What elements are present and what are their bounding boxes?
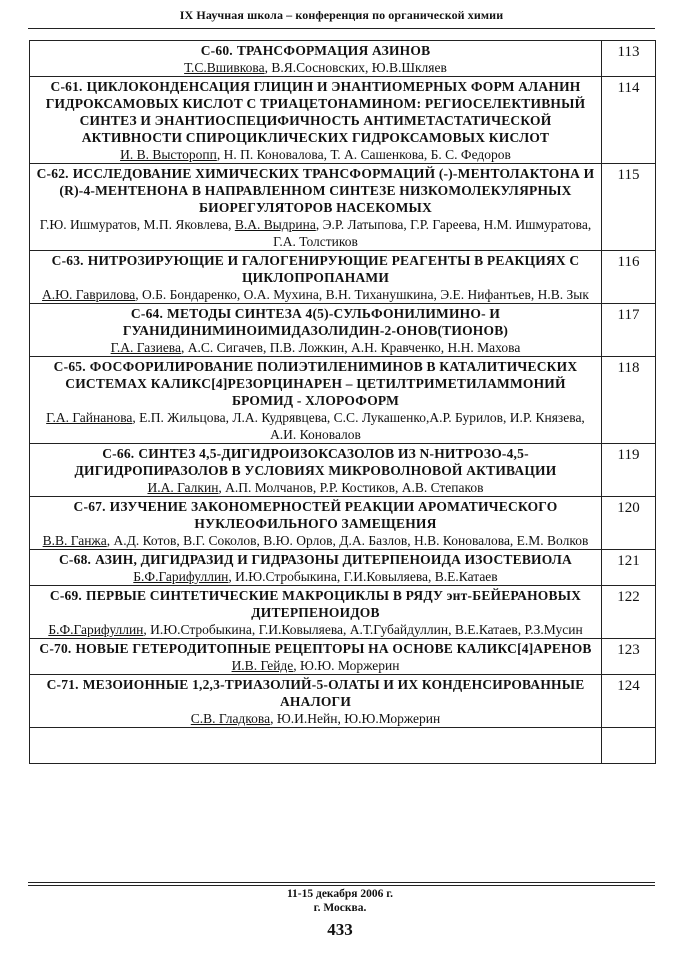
entry-title: МЕЗОИОННЫЕ 1,2,3-ТРИАЗОЛИЙ-5-ОЛАТЫ И ИХ КОНДЕНСИРОВАННЫЕ АНАЛОГИ xyxy=(82,677,585,709)
empty-row xyxy=(30,728,656,764)
entry-authors xyxy=(33,59,598,76)
entry-code: С-71. xyxy=(46,677,79,692)
header-rule xyxy=(28,28,655,29)
presenting-author: И.В. Гейде xyxy=(231,658,294,673)
entry-authors xyxy=(33,621,598,638)
entry-cell xyxy=(30,444,602,497)
entry-title-line xyxy=(33,676,598,710)
coauthors: , О.Б. Бондаренко, О.А. Мухина, В.Н. Тиханушкина, Э.Е. Нифантьев, Н.В. Зык xyxy=(135,287,589,302)
presenting-author: Б.Ф.Гарифуллин xyxy=(48,622,144,637)
coauthors: , А.Д. Котов, В.Г. Соколов, В.Ю. Орлов, Д.А. Базлов, Н.В. Коновалова, Е.М. Волков xyxy=(106,533,589,548)
entry-code: С-65. xyxy=(53,359,86,374)
entry-code: С-62. xyxy=(36,166,69,181)
entry-cell xyxy=(30,675,602,728)
entry-page-number: 118 xyxy=(602,357,656,444)
entry-page-number: 115 xyxy=(602,164,656,251)
footer-rule xyxy=(28,882,655,883)
entry-code: С-60. xyxy=(200,43,233,58)
empty-entry-cell xyxy=(30,728,602,764)
entry-page-number: 114 xyxy=(602,77,656,164)
entry-page-number: 113 xyxy=(602,41,656,77)
entry-cell xyxy=(30,164,602,251)
presenting-author: В.А. Выдрина xyxy=(234,217,316,232)
contents-row xyxy=(30,41,656,77)
entry-authors xyxy=(33,532,598,549)
contents-row xyxy=(30,550,656,586)
contents-row xyxy=(30,251,656,304)
contents-row xyxy=(30,77,656,164)
contents-row xyxy=(30,304,656,357)
entry-title-line xyxy=(33,551,598,568)
entry-title-line xyxy=(33,445,598,479)
entry-authors xyxy=(33,339,598,356)
entry-cell xyxy=(30,251,602,304)
contents-table xyxy=(29,40,656,764)
entry-cell xyxy=(30,586,602,639)
contents-row xyxy=(30,675,656,728)
entry-page-number: 119 xyxy=(602,444,656,497)
coauthors: , Э.Р. Латыпова, Г.Р. Гареева, Н.М. Ишмуратова, Г.А. Толстиков xyxy=(273,217,592,249)
entry-authors xyxy=(33,286,598,303)
contents-row xyxy=(30,357,656,444)
entry-code: С-64. xyxy=(130,306,164,321)
entry-page-number: 124 xyxy=(602,675,656,728)
coauthors: , Ю.И.Нейн, Ю.Ю.Моржерин xyxy=(270,711,441,726)
presenting-author: Г.А. Газиева xyxy=(110,340,181,355)
entry-page-number: 122 xyxy=(602,586,656,639)
entry-title-line xyxy=(33,358,598,409)
coauthors-before: Г.Ю. Ишмуратов, М.П. Яковлева, xyxy=(39,217,235,232)
coauthors: , А.С. Сигачев, П.В. Ложкин, А.Н. Кравченко, Н.Н. Махова xyxy=(181,340,521,355)
entry-cell xyxy=(30,77,602,164)
entry-title-line xyxy=(33,305,598,339)
entry-code: С-63. xyxy=(51,253,84,268)
presenting-author: И. В. Высторопп xyxy=(120,147,217,162)
entry-title: НОВЫЕ ГЕТЕРОДИТОПНЫЕ РЕЦЕПТОРЫ НА ОСНОВЕ КАЛИКС[4]АРЕНОВ xyxy=(75,641,592,656)
entry-code: С-66. xyxy=(102,446,135,461)
entry-title: СИНТЕЗ 4,5-ДИГИДРОИЗОКСАЗОЛОВ ИЗ N-НИТРОЗО-4,5-ДИГИДРОПИРАЗОЛОВ В УСЛОВИЯХ МИКРОВОЛНОВОЙ АКТИВАЦИИ xyxy=(74,446,557,478)
entry-page-number: 117 xyxy=(602,304,656,357)
coauthors: , И.Ю.Стробыкина, Г.И.Ковыляева, В.Е.Катаев xyxy=(228,569,498,584)
entry-page-number: 123 xyxy=(602,639,656,675)
conference-dates: 11-15 декабря 2006 г. xyxy=(286,888,394,900)
contents-row xyxy=(30,639,656,675)
page-number: 433 xyxy=(327,920,353,939)
entry-title: ИССЛЕДОВАНИЕ ХИМИЧЕСКИХ ТРАНСФОРМАЦИЙ (-)-МЕНТОЛАКТОНА И (R)-4-МЕНТЕНОНА В НАПРАВЛЕННОМ СИНТЕЗЕ НИЗКОМОЛЕКУЛЯРНЫХ БИОРЕГУЛЯТОРОВ НАСЕКОМЫХ xyxy=(59,166,595,215)
coauthors: , Е.П. Жильцова, Л.А. Кудрявцева, С.С. Лукашенко,А.Р. Бурилов, И.Р. Князева, А.И. Коновалов xyxy=(132,410,585,442)
entry-title-line xyxy=(33,252,598,286)
presenting-author: С.В. Гладкова xyxy=(190,711,271,726)
entry-authors xyxy=(33,710,598,727)
entry-page-number: 121 xyxy=(602,550,656,586)
presenting-author: В.В. Ганжа xyxy=(42,533,107,548)
entry-cell xyxy=(30,41,602,77)
entry-cell xyxy=(30,304,602,357)
entry-title: НИТРОЗИРУЮЩИЕ И ГАЛОГЕНИРУЮЩИЕ РЕАГЕНТЫ В РЕАКЦИЯХ С ЦИКЛОПРОПАНАМИ xyxy=(87,253,580,285)
running-header: IX Научная школа – конференция по органической химии xyxy=(179,8,504,22)
entry-cell xyxy=(30,639,602,675)
presenting-author: Г.А. Гайнанова xyxy=(46,410,133,425)
entry-title: ИЗУЧЕНИЕ ЗАКОНОМЕРНОСТЕЙ РЕАКЦИИ АРОМАТИЧЕСКОГО НУКЛЕОФИЛЬНОГО ЗАМЕЩЕНИЯ xyxy=(109,499,558,531)
presenting-author: Б.Ф.Гарифуллин xyxy=(133,569,229,584)
coauthors: , В.Я.Сосновских, Ю.В.Шкляев xyxy=(264,60,447,75)
coauthors: , Н. П. Коновалова, Т. А. Сашенкова, Б. С. Федоров xyxy=(216,147,511,162)
entry-authors xyxy=(33,216,598,250)
empty-page-cell xyxy=(602,728,656,764)
entry-title: АЗИН, ДИГИДРАЗИД И ГИДРАЗОНЫ ДИТЕРПЕНОИДА ИЗОСТЕВИОЛА xyxy=(95,552,572,567)
entry-title-line xyxy=(33,640,598,657)
contents-row xyxy=(30,164,656,251)
entry-cell xyxy=(30,357,602,444)
entry-title: ФОСФОРИЛИРОВАНИЕ ПОЛИЭТИЛЕНИМИНОВ В КАТАЛИТИЧЕСКИХ СИСТЕМАХ КАЛИКС[4]РЕЗОРЦИНАРЕН – ЦЕТИЛТРИМЕТИЛАММОНИЙ БРОМИД - ХЛОРОФОРМ xyxy=(65,359,578,408)
entry-title-line xyxy=(33,498,598,532)
entry-authors xyxy=(33,409,598,443)
contents-row xyxy=(30,586,656,639)
contents-table-body xyxy=(30,41,656,764)
conference-city: г. Москва. xyxy=(313,902,367,914)
entry-cell xyxy=(30,497,602,550)
entry-title: ПЕРВЫЕ СИНТЕТИЧЕСКИЕ МАКРОЦИКЛЫ В РЯДУ энт-БЕЙЕРАНОВЫХ ДИТЕРПЕНОИДОВ xyxy=(86,588,582,620)
entry-title-line xyxy=(33,587,598,621)
entry-code: С-61. xyxy=(50,79,83,94)
entry-cell xyxy=(30,550,602,586)
entry-page-number: 116 xyxy=(602,251,656,304)
presenting-author: А.Ю. Гаврилова xyxy=(42,287,136,302)
entry-title-line xyxy=(33,78,598,146)
contents-row xyxy=(30,444,656,497)
footer-rule-thin xyxy=(28,885,655,886)
entry-authors xyxy=(33,146,598,163)
entry-title: ТРАНСФОРМАЦИЯ АЗИНОВ xyxy=(236,43,431,58)
entry-title-line xyxy=(33,42,598,59)
entry-authors xyxy=(33,657,598,674)
entry-title: ЦИКЛОКОНДЕНСАЦИЯ ГЛИЦИН И ЭНАНТИОМЕРНЫХ ФОРМ АЛАНИН ГИДРОКСАМОВЫХ КИСЛОТ С ТРИАЦЕТОНАМИНОМ: РЕГИОСЕЛЕКТИВНЫЙ СИНТЕЗ И ЭНАНТИОСПЕЦИФИЧНОСТЬ АНТИМЕТАСТАТИЧЕСКОЙ АКТИВНОСТИ СПИРОЦИКЛИЧЕСКИХ ГИДРОКСАМОВЫХ КИСЛОТ xyxy=(45,79,586,145)
entry-code: С-69. xyxy=(49,588,82,603)
entry-page-number: 120 xyxy=(602,497,656,550)
entry-authors xyxy=(33,479,598,496)
entry-title-line xyxy=(33,165,598,216)
coauthors: , И.Ю.Стробыкина, Г.И.Ковыляева, А.Т.Губайдуллин, В.Е.Катаев, Р.З.Мусин xyxy=(143,622,583,637)
presenting-author: И.А. Галкин xyxy=(147,480,219,495)
entry-authors xyxy=(33,568,598,585)
contents-row xyxy=(30,497,656,550)
coauthors: , А.П. Молчанов, Р.Р. Костиков, А.В. Степаков xyxy=(218,480,484,495)
entry-title: МЕТОДЫ СИНТЕЗА 4(5)-СУЛЬФОНИЛИМИНО- И ГУАНИДИНИМИНОИМИДАЗОЛИДИН-2-ОНОВ(ТИОНОВ) xyxy=(122,306,509,338)
entry-code: С-68. xyxy=(58,552,92,567)
coauthors: , Ю.Ю. Моржерин xyxy=(293,658,400,673)
presenting-author: Т.С.Вшивкова xyxy=(184,60,265,75)
entry-code: С-70. xyxy=(39,641,72,656)
entry-code: С-67. xyxy=(73,499,106,514)
